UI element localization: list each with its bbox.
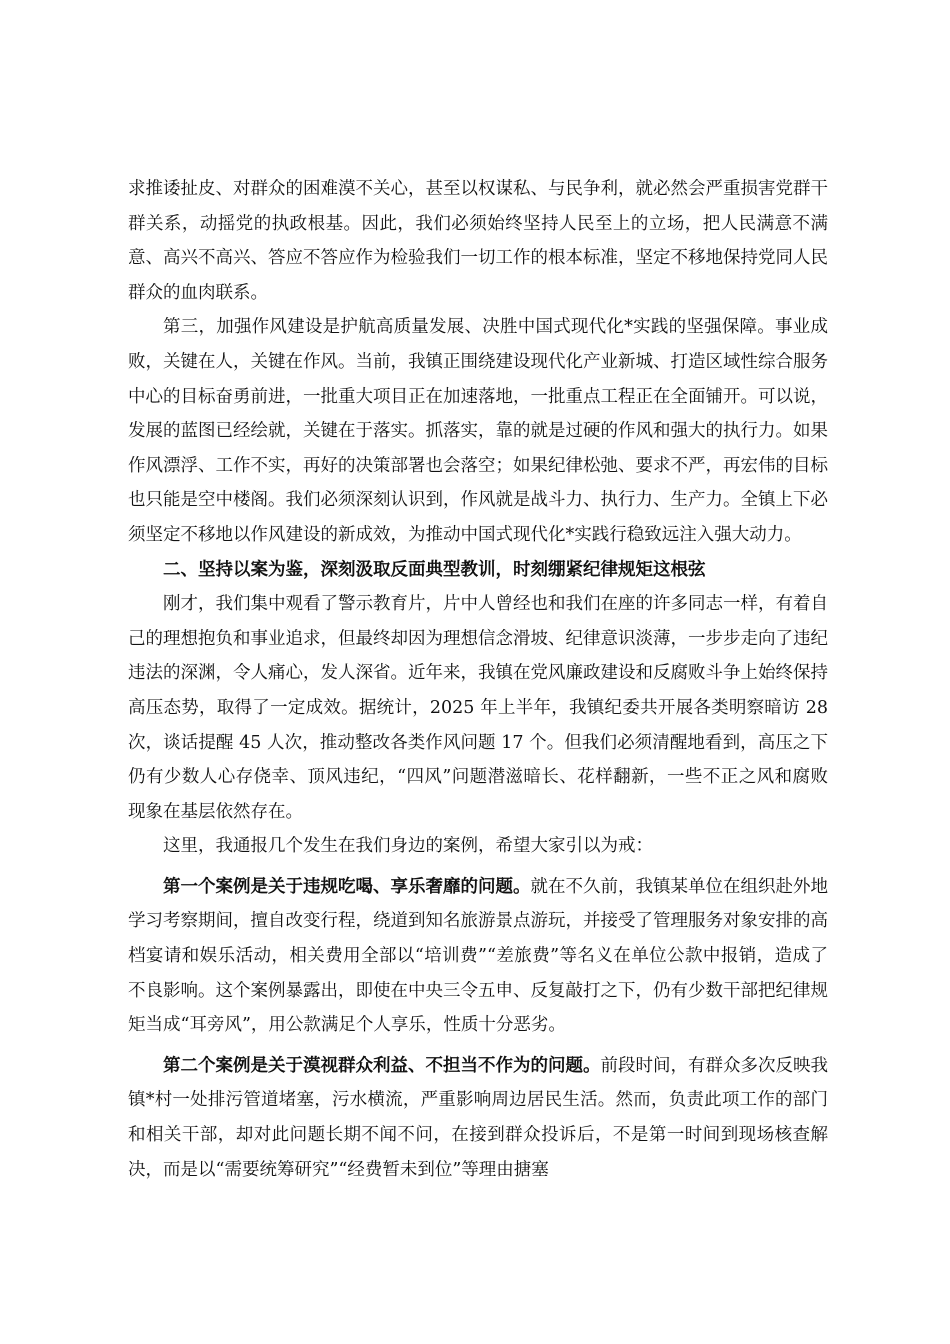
paragraph-case-one bbox=[128, 870, 828, 1043]
section-heading-text: 二、坚持以案为鉴，深刻汲取反面典型教训，时刻绷紧纪律规矩这根弦 bbox=[163, 559, 706, 580]
paragraph-case-intro bbox=[128, 829, 828, 864]
paragraph-text: 就在不久前，我镇某单位在组织赴外地学习考察期间，擅自改变行程，绕道到知名旅游景点游玩，并接受了管理服务对象安排的高档宴请和娱乐活动，相关费用全部以“培训费”“差旅费”等名义在单位公款中报销，造成了不良影响。这个案例暴露出，即使在中央三令五申、反复敲打之下，仍有少数干部把纪律规矩当成“耳旁风”，用公款满足个人享乐，性质十分恶劣。 bbox=[128, 876, 828, 1036]
paragraph-third-point bbox=[128, 310, 828, 552]
paragraph-continuation bbox=[128, 172, 828, 310]
paragraph-warning-film bbox=[128, 587, 828, 829]
paragraph-text: 第三，加强作风建设是护航高质量发展、决胜中国式现代化*实践的坚强保障。事业成败，关键在人，关键在作风。当前，我镇正围绕建设现代化产业新城、打造区域性综合服务中心的目标奋勇前进，一批重大项目正在加速落地，一批重点工程正在全面铺开。可以说，发展的蓝图已经绘就，关键在于落实。抓落实，靠的就是过硬的作风和强大的执行力。如果作风漂浮、工作不实，再好的决策部署也会落空；如果纪律松弛、要求不严，再宏伟的目标也只能是空中楼阁。我们必须深刻认识到，作风就是战斗力、执行力、生产力。全镇上下必须坚定不移地以作风建设的新成效，为推动中国式现代化*实践行稳致远注入强大动力。 bbox=[128, 317, 828, 545]
paragraph-text: 这里，我通报几个发生在我们身边的案例，希望大家引以为戒： bbox=[163, 836, 653, 857]
case-two-lead: 第二个案例是关于漠视群众利益、不担当不作为的问题。 bbox=[163, 1055, 601, 1076]
section-heading-two bbox=[128, 553, 828, 588]
case-one-lead: 第一个案例是关于违规吃喝、享乐奢靡的问题。 bbox=[163, 876, 531, 897]
paragraph-text: 求推诿扯皮、对群众的困难漠不关心，甚至以权谋私、与民争利，就必然会严重损害党群干群关系，动摇党的执政根基。因此，我们必须始终坚持人民至上的立场，把人民满意不满意、高兴不高兴、答应不答应作为检验我们一切工作的根本标准，坚定不移地保持党同人民群众的血肉联系。 bbox=[128, 179, 828, 303]
paragraph-text: 刚才，我们集中观看了警示教育片，片中人曾经也和我们在座的许多同志一样，有着自己的理想抱负和事业追求，但最终却因为理想信念滑坡、纪律意识淡薄，一步步走向了违纪违法的深渊，令人痛心，发人深省。近年来，我镇在党风廉政建设和反腐败斗争上始终保持高压态势，取得了一定成效。据统计，2025 年上半年，我镇纪委共开展各类明察暗访 28 次，谈话提醒 45 人次，推动整改各类作风问题 17 个。但我们必须清醒地看到，高压之下仍有少数人心存侥幸、顶风违纪，“四风”问题潜滋暗长、花样翻新，一些不正之风和腐败现象在基层依然存在。 bbox=[128, 594, 828, 822]
paragraph-case-two bbox=[128, 1049, 828, 1187]
document-body bbox=[128, 172, 828, 1187]
paragraph-text: 前段时间，有群众多次反映我镇*村一处排污管道堵塞，污水横流，严重影响周边居民生活。然而，负责此项工作的部门和相关干部，却对此问题长期不闻不问，在接到群众投诉后，不是第一时间到现场核查解决，而是以“需要统筹研究”“经费暂未到位”等理由搪塞 bbox=[128, 1055, 828, 1180]
